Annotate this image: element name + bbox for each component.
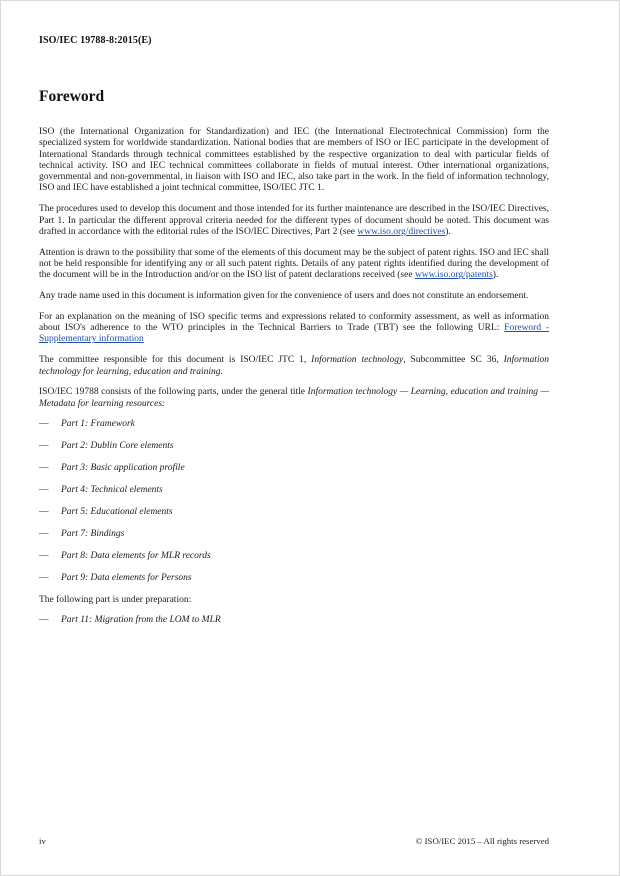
- document-content: [39, 35, 549, 637]
- list-item-text: Part 2: Dublin Core elements: [61, 441, 174, 452]
- document-body: [39, 127, 549, 627]
- list-item: [39, 507, 549, 518]
- hyperlink[interactable]: www.iso.org/directives: [357, 226, 446, 237]
- hyperlink[interactable]: Foreword - Supplementary information: [39, 323, 549, 345]
- list-item-text: Part 7: Bindings: [61, 528, 125, 539]
- text-run: The following part is under preparation:: [39, 594, 192, 605]
- italic-text: Information technology: [311, 355, 404, 366]
- list-marker: —: [39, 615, 49, 626]
- list-item: [39, 485, 549, 496]
- text-run: ISO/IEC 19788 consists of the following parts, under the general title: [39, 387, 308, 398]
- list-item: [39, 551, 549, 562]
- list-item-text: Part 3: Basic application profile: [61, 463, 185, 474]
- list-marker: —: [39, 485, 49, 496]
- text-run: The procedures used to develop this document and those intended for its further maintenance are described in the ISO/IEC Directives, Part 1. In particular the different approval criteria needed for the different types of document should be noted. This document was drafted in accordance with the editorial rules of the ISO/IEC Directives, Part 2 (see: [39, 204, 549, 237]
- list-item-text: Part 5: Educational elements: [61, 507, 173, 517]
- section-title: Foreword: [39, 88, 105, 105]
- paragraph: [39, 595, 549, 606]
- text-run: Attention is drawn to the possibility that some of the elements of this document may be the subject of patent rights. ISO and IEC shall not be held responsible for identifying any or all such patent rights. Details of any patent rights identified during the development of the document will be in the Introduction and/or on the ISO list of patent declarations received (see: [39, 247, 549, 281]
- text-run: Any trade name used in this document is information given for the convenience of users and does not constitute an endorsement.: [39, 291, 529, 302]
- list-marker: —: [39, 572, 49, 583]
- list-item: [39, 441, 549, 452]
- list-marker: —: [39, 463, 49, 474]
- paragraph: [39, 312, 549, 346]
- paragraph: [39, 204, 549, 238]
- list-item-text: Part 9: Data elements for Persons: [61, 572, 192, 583]
- page-number: iv: [39, 836, 46, 846]
- list-marker: —: [39, 528, 49, 539]
- italic-text: Information technology for learning, education and training: [39, 355, 549, 377]
- paragraph: [39, 127, 549, 195]
- list-item: [39, 419, 549, 430]
- copyright-notice: © ISO/IEC 2015 – All rights reserved: [415, 836, 549, 846]
- text-run: .: [220, 366, 223, 377]
- italic-text: Information technology — Learning, education and training — Metadata for learning resources:: [39, 387, 549, 409]
- hyperlink[interactable]: www.iso.org/patents: [414, 270, 493, 281]
- list-marker: —: [39, 441, 49, 452]
- text-run: ISO (the International Organization for Standardization) and IEC (the International Electrotechnical Commission) form the specialized system for worldwide standardization. National bodies that are members of ISO or IEC participate in the development of International Standards through technical committees established by the respective organization to deal with particular fields of technical activity. ISO and IEC technical committees collaborate in fields of mutual interest. Other international organizations, governmental and non-governmental, in liaison with ISO and IEC, also take part in the work. In the field of information technology, ISO and IEC have established a joint technical committee, ISO/IEC JTC 1.: [39, 127, 549, 194]
- list-item-text: Part 8: Data elements for MLR records: [61, 550, 211, 561]
- list-item-text: Part 1: Framework: [61, 419, 135, 430]
- document-reference-header: ISO/IEC 19788-8:2015(E): [39, 35, 152, 46]
- text-run: ).: [492, 270, 499, 281]
- paragraph: [39, 291, 549, 302]
- paragraph: [39, 355, 549, 378]
- text-run: ).: [445, 226, 451, 237]
- text-run: For an explanation on the meaning of ISO specific terms and expressions related to conformity assessment, as well as information about ISO's adherence to the WTO principles in the Technical Barriers to Trade (TBT) see the following URL:: [39, 311, 549, 334]
- list-item-text: Part 4: Technical elements: [61, 485, 163, 496]
- text-run: The committee responsible for this document is ISO/IEC JTC 1,: [39, 355, 312, 366]
- list-item: [39, 573, 549, 584]
- list-marker: —: [39, 550, 49, 561]
- list-item: [39, 463, 549, 474]
- page-footer: [39, 836, 549, 846]
- text-run: , Subcommittee SC 36,: [403, 355, 504, 366]
- list-item: [39, 615, 549, 626]
- list-marker: —: [39, 419, 49, 430]
- list-item-text: Part 11: Migration from the LOM to MLR: [61, 615, 221, 626]
- paragraph: [39, 248, 549, 282]
- list-item: [39, 529, 549, 540]
- paragraph: [39, 387, 549, 410]
- list-marker: —: [39, 507, 49, 517]
